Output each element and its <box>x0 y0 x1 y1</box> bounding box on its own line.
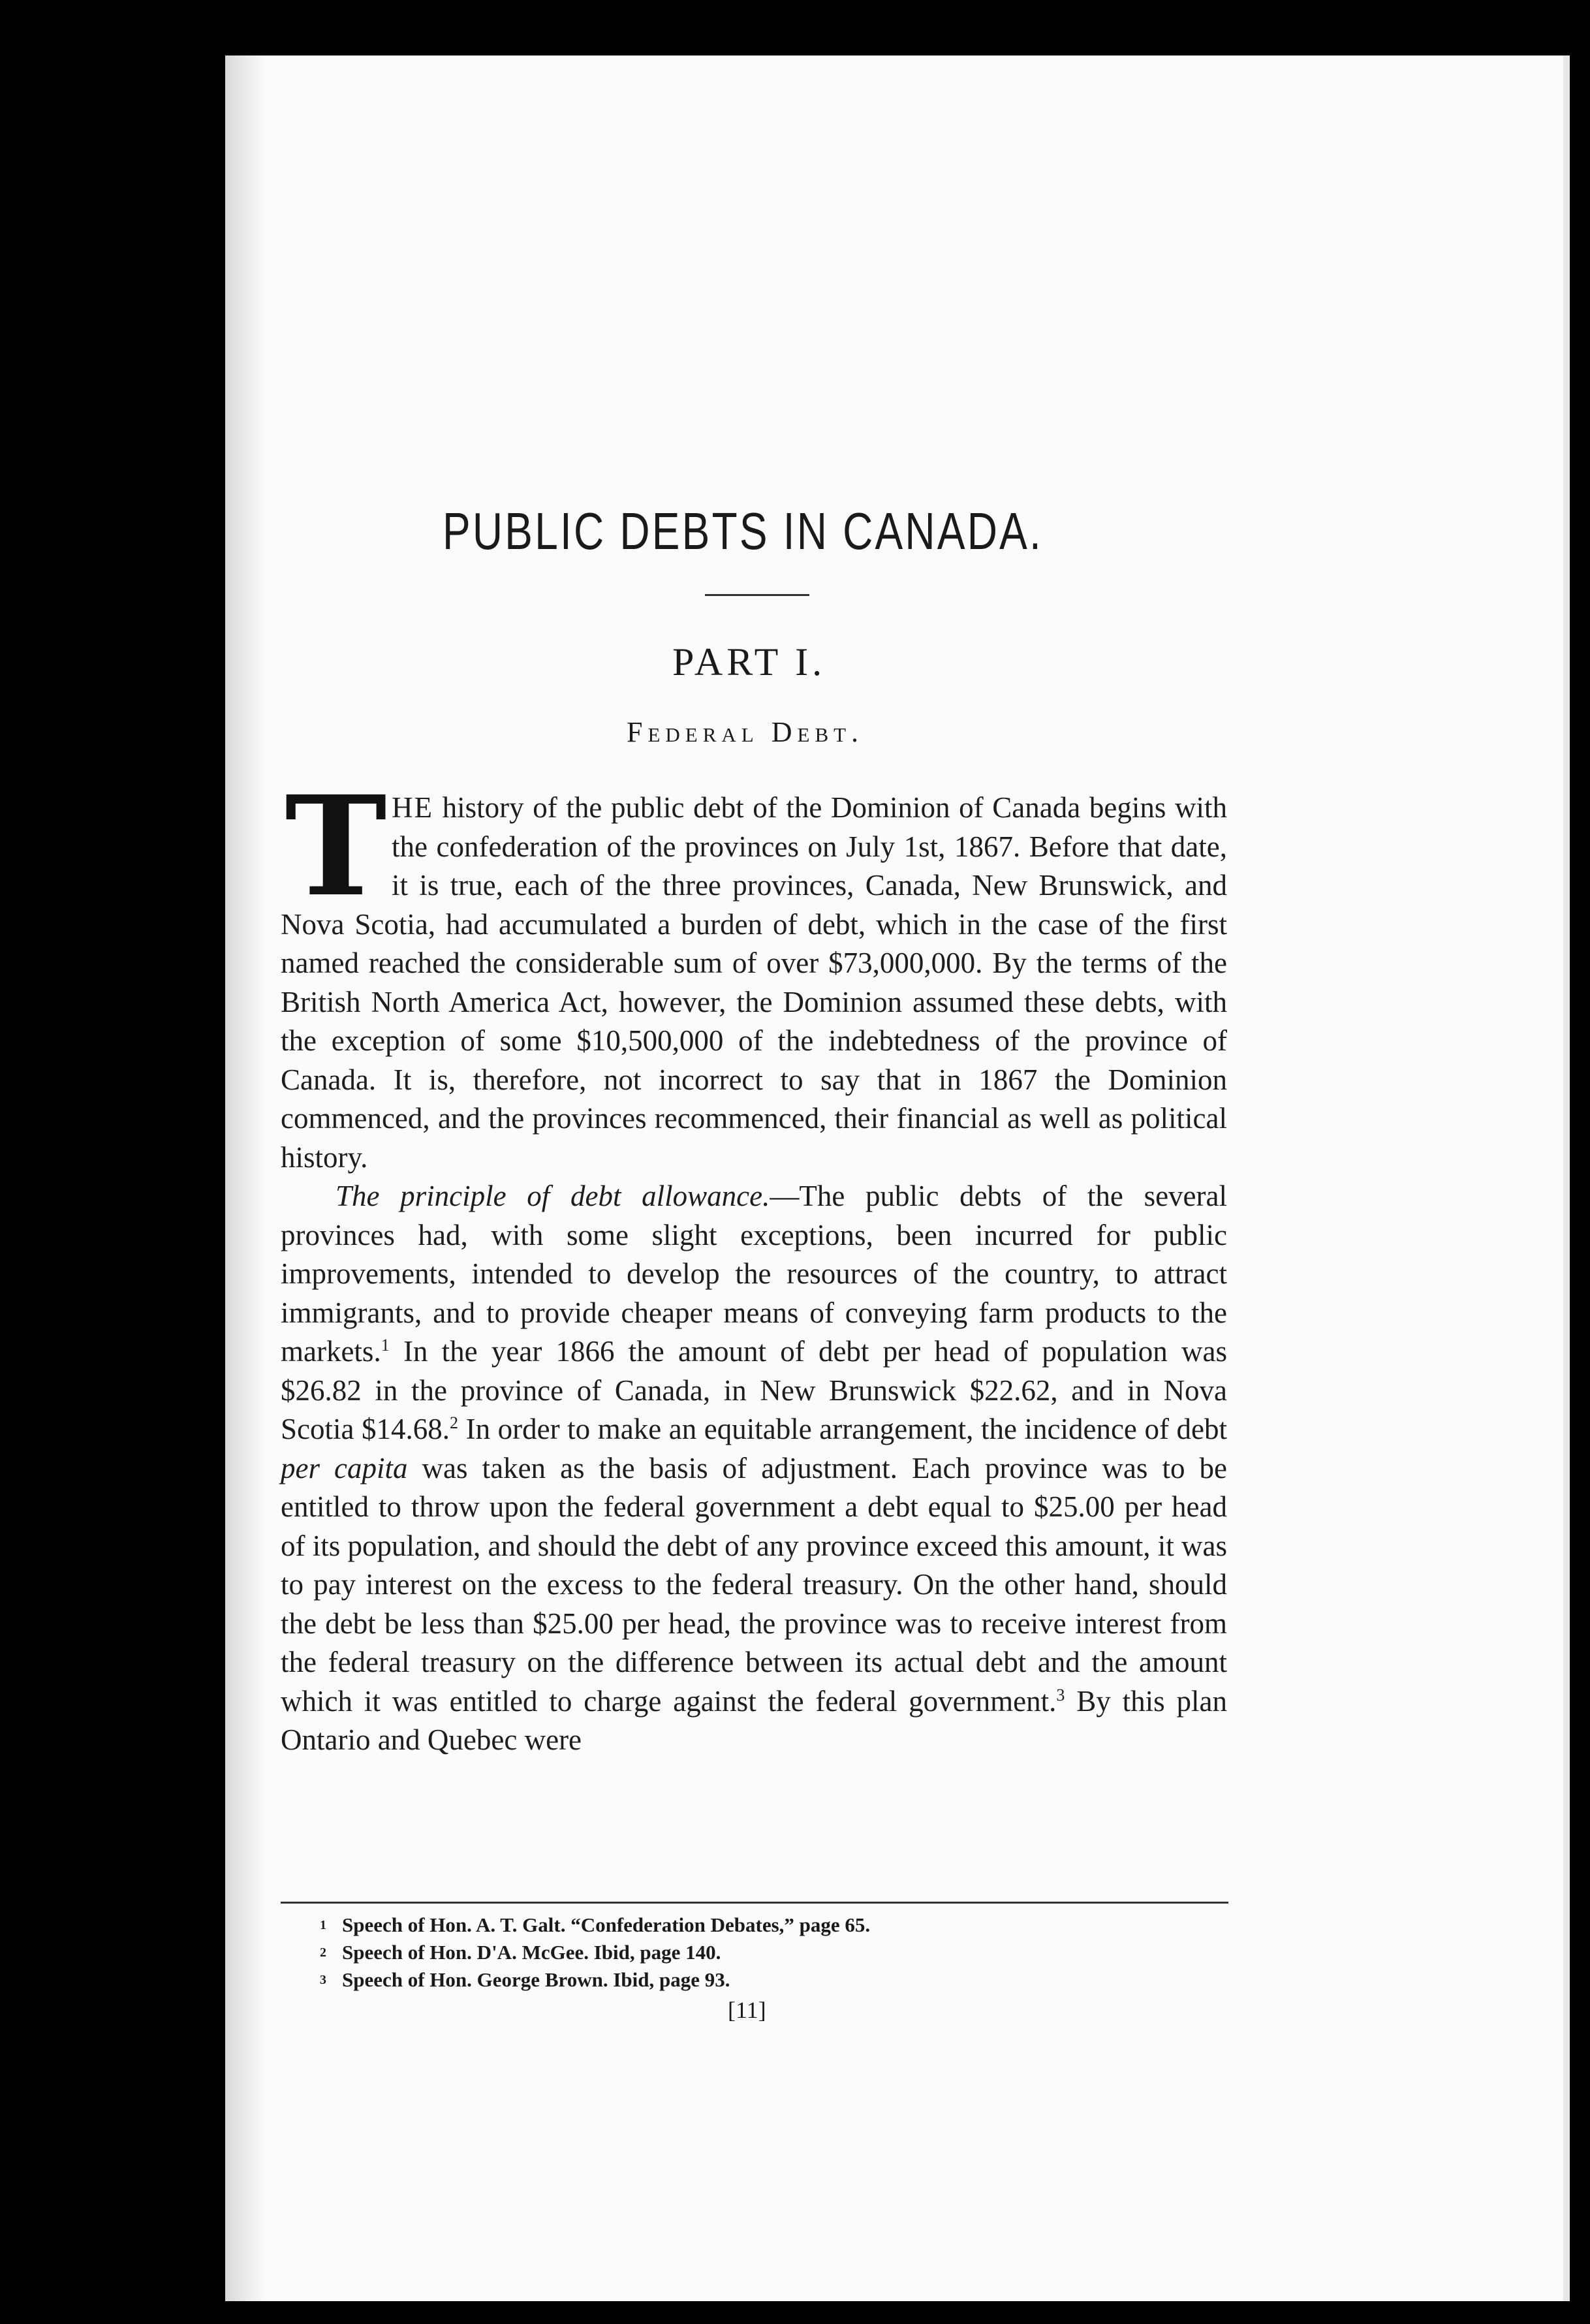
footnote-text: Speech of Hon. George Brown. Ibid, page 93. <box>342 1968 730 1991</box>
page-right-edge <box>1563 55 1570 2301</box>
title-divider <box>705 594 809 596</box>
footnote-number: 1 <box>320 1918 326 1932</box>
footnote-divider <box>281 1902 1228 1904</box>
paragraph-2-text-b: In the year 1866 the amount of debt per head of population was $26.82 in the province of Canada, in New Brunswick $22.62, and in Nova Scotia $14.68. <box>281 1335 1227 1445</box>
footnote <box>320 1966 1168 1994</box>
footnote <box>320 1911 1168 1939</box>
footnote-ref-3: 3 <box>1056 1685 1065 1704</box>
body-text <box>281 789 1227 1760</box>
footnote-ref-2: 2 <box>450 1413 459 1432</box>
paragraph-2-text-c: In order to make an equitable arrangement, the incidence of debt <box>458 1413 1227 1445</box>
section-heading: Federal Debt. <box>627 716 864 748</box>
footnote <box>320 1939 1168 1966</box>
footnote-ref-1: 1 <box>381 1336 390 1355</box>
paragraph-1 <box>281 789 1227 1177</box>
footnote-number: 3 <box>320 1973 326 1987</box>
drop-cap: T <box>285 766 387 927</box>
first-word: HE <box>392 791 433 824</box>
page-gutter-shadow <box>225 55 266 2301</box>
page-title: PUBLIC DEBTS IN CANADA. <box>443 502 1044 560</box>
paragraph-2-text-a: —The public debts of the several provinces had, with some slight exceptions, been incurred for public improvements, intended to develop the resources of the country, to attract immigrants, and to provide cheaper means of conveying farm products to the markets. <box>281 1180 1227 1368</box>
footnote-text: Speech of Hon. D'A. McGee. Ibid, page 140. <box>342 1941 721 1964</box>
footnote-text: Speech of Hon. A. T. Galt. “Confederation Debates,” page 65. <box>342 1913 871 1936</box>
page-number: [11] <box>728 1997 766 2023</box>
footnote-number: 2 <box>320 1945 326 1960</box>
footnotes <box>320 1911 1168 1994</box>
paragraph-1-text: history of the public debt of the Dominion of Canada begins with the confederation of the provinces on July 1st, 1867. Before that date, it is true, each of the three provinces, Canada, New Brunswick, and Nova Scotia, had accumulated a burden of debt, which in the case of the first named reached the considerable sum of over $73,000,000. By the terms of the British North America Act, however, the Dominion assumed these debts, with the exception of some $10,500,000 of the indebtedness of the province of Canada. It is, therefore, not incorrect to say that in 1867 the Dominion commenced, and the provinces recommenced, their financial as well as political history. <box>281 791 1227 1174</box>
drop-cap-space <box>281 789 392 903</box>
paragraph-2-text-e: By this plan Ontario and Quebec were <box>281 1684 1227 1756</box>
paragraph-2 <box>281 1177 1227 1760</box>
paragraph-2-heading: The principle of debt allowance. <box>335 1180 770 1212</box>
paragraph-2-text-d: was taken as the basis of adjustment. Each province was to be entitled to throw upon the federal government a debt equal to $25.00 per head of its population, and should the debt of any province exceed this amount, it was to pay interest on the excess to the federal treasury. On the other hand, should the debt be less than $25.00 per head, the province was to receive interest from the federal treasury on the difference between its actual debt and the amount which it was entitled to charge against the federal government. <box>281 1451 1227 1718</box>
per-capita-italic: per capita <box>281 1451 408 1484</box>
part-heading: PART I. <box>672 640 826 683</box>
